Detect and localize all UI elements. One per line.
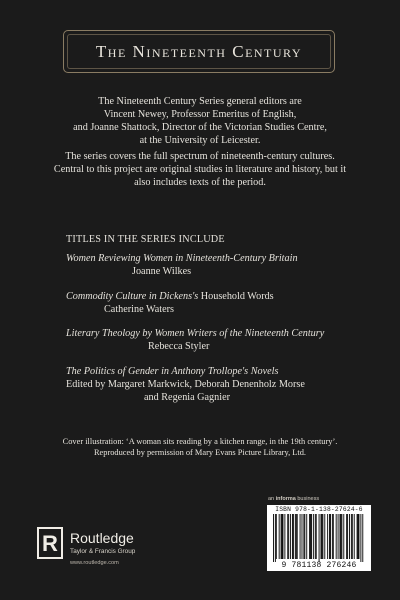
scope-paragraph [40, 150, 360, 189]
barcode-bar [311, 514, 312, 559]
barcode-bar [279, 514, 280, 559]
series-title-entry [66, 365, 366, 404]
series-title-entry [66, 327, 366, 353]
barcode-bar [359, 514, 360, 559]
barcode-bar [319, 514, 320, 562]
informa-brand: informa [275, 496, 296, 502]
barcode-bar [352, 514, 353, 559]
barcode-bar [275, 514, 276, 562]
book-title-roman: Household Words [200, 291, 274, 302]
svg-text:R: R [42, 531, 58, 556]
barcode-bar [316, 514, 317, 559]
book-title: Women Reviewing Women in Nineteenth-Century Britain [66, 253, 298, 264]
barcode-bar [313, 514, 314, 559]
barcode-bar [332, 514, 333, 559]
barcode-bar [351, 514, 352, 559]
cover-illustration-caption [0, 436, 400, 458]
barcode-bar [284, 514, 285, 559]
book-author: Rebecca Styler [148, 341, 210, 352]
series-title-entry [66, 290, 366, 316]
barcode-bar [362, 514, 363, 562]
barcode-bar [357, 514, 358, 559]
editors-paragraph [40, 95, 360, 147]
barcode-bar [315, 514, 316, 559]
scope-line: Central to this project are original studies in literature and history, but it [53, 164, 347, 175]
barcode-bar [306, 514, 307, 559]
book-author: Catherine Waters [104, 304, 174, 315]
barcode-bar [346, 514, 347, 559]
barcode-bar [304, 514, 305, 559]
barcode-bar [354, 514, 355, 559]
barcode-bar [295, 514, 296, 559]
barcode-bar [333, 514, 334, 559]
informa-business-tag [268, 496, 319, 502]
ean-number: 9 781138 276246 [281, 561, 357, 570]
barcode-bar [347, 514, 348, 559]
barcode-bar [296, 514, 297, 559]
barcode-bar [293, 514, 294, 559]
barcode-bar [336, 514, 337, 559]
book-title-italic: Commodity Culture in Dickens's [66, 291, 199, 302]
book-title [66, 290, 366, 303]
barcode-bar [282, 514, 283, 559]
barcode-bar [309, 514, 310, 559]
barcode-bar [340, 514, 341, 559]
barcode-bar [287, 514, 288, 559]
barcode-bar [341, 514, 342, 559]
isbn-label: ISBN 978-1-138-27624-6 [275, 506, 363, 513]
barcode-bar [290, 514, 291, 559]
book-author: and Regenia Gagnier [144, 392, 230, 403]
editors-line: Vincent Newey, Professor Emeritus of English, [103, 109, 297, 120]
editors-line: The Nineteenth Century Series general editors are [98, 96, 302, 107]
routledge-logo [36, 526, 186, 576]
publisher-url[interactable]: www.routledge.com [70, 560, 119, 566]
scope-line: The series covers the full spectrum of nineteenth-century cultures. [65, 151, 335, 162]
barcode-bar [288, 514, 289, 559]
series-title-frame [63, 30, 335, 73]
editors-line: at the University of Leicester. [139, 135, 261, 146]
informa-suffix: business [297, 496, 320, 502]
barcode-bar [321, 514, 322, 559]
publisher-group: Taylor & Francis Group [70, 548, 136, 555]
book-author: Edited by Margaret Markwick, Deborah Denenholz Morse [66, 379, 305, 390]
scope-line: also includes texts of the period. [134, 177, 266, 188]
barcode-bar [302, 514, 303, 559]
barcode-bar [281, 514, 282, 559]
series-title-entry [66, 252, 366, 278]
barcode-bar [276, 514, 277, 559]
routledge-r-icon [36, 526, 64, 560]
barcode-bar [283, 514, 284, 559]
barcode-bar [310, 514, 311, 559]
informa-prefix: an [268, 496, 275, 502]
barcode-bar [340, 514, 341, 559]
isbn-barcode [267, 505, 371, 571]
barcode-bar [349, 514, 350, 559]
titles-heading: TITLES IN THE SERIES INCLUDE [66, 234, 225, 245]
barcode-bar [327, 514, 328, 559]
editors-line: and Joanne Shattock, Director of the Victorian Studies Centre, [73, 122, 327, 133]
book-title: The Politics of Gender in Anthony Trollope's Novels [66, 366, 279, 377]
caption-line: Reproduced by permission of Mary Evans Picture Library, Ltd. [93, 448, 307, 457]
caption-line: Cover illustration: ‘A woman sits reading by a kitchen range, in the 19th century’. [62, 437, 338, 446]
book-author: Joanne Wilkes [132, 266, 192, 277]
series-title: The Nineteenth Century [95, 41, 303, 61]
barcode-bar [330, 514, 331, 559]
barcode-bar [360, 514, 361, 562]
barcode-bar [297, 514, 298, 559]
barcode-bar [343, 514, 344, 559]
barcode-bar [329, 514, 330, 559]
barcode-bar [300, 514, 301, 559]
barcode-bar [321, 514, 322, 559]
barcode-bar [338, 514, 339, 559]
barcode-bar [292, 514, 293, 559]
barcode-bar [303, 514, 304, 559]
book-title: Literary Theology by Women Writers of the Nineteenth Century [66, 328, 325, 339]
barcode-bar [273, 514, 274, 562]
barcode-bar [322, 514, 323, 559]
publisher-name: Routledge [70, 530, 134, 546]
barcode-bar [324, 514, 325, 559]
barcode-bar [358, 514, 359, 559]
